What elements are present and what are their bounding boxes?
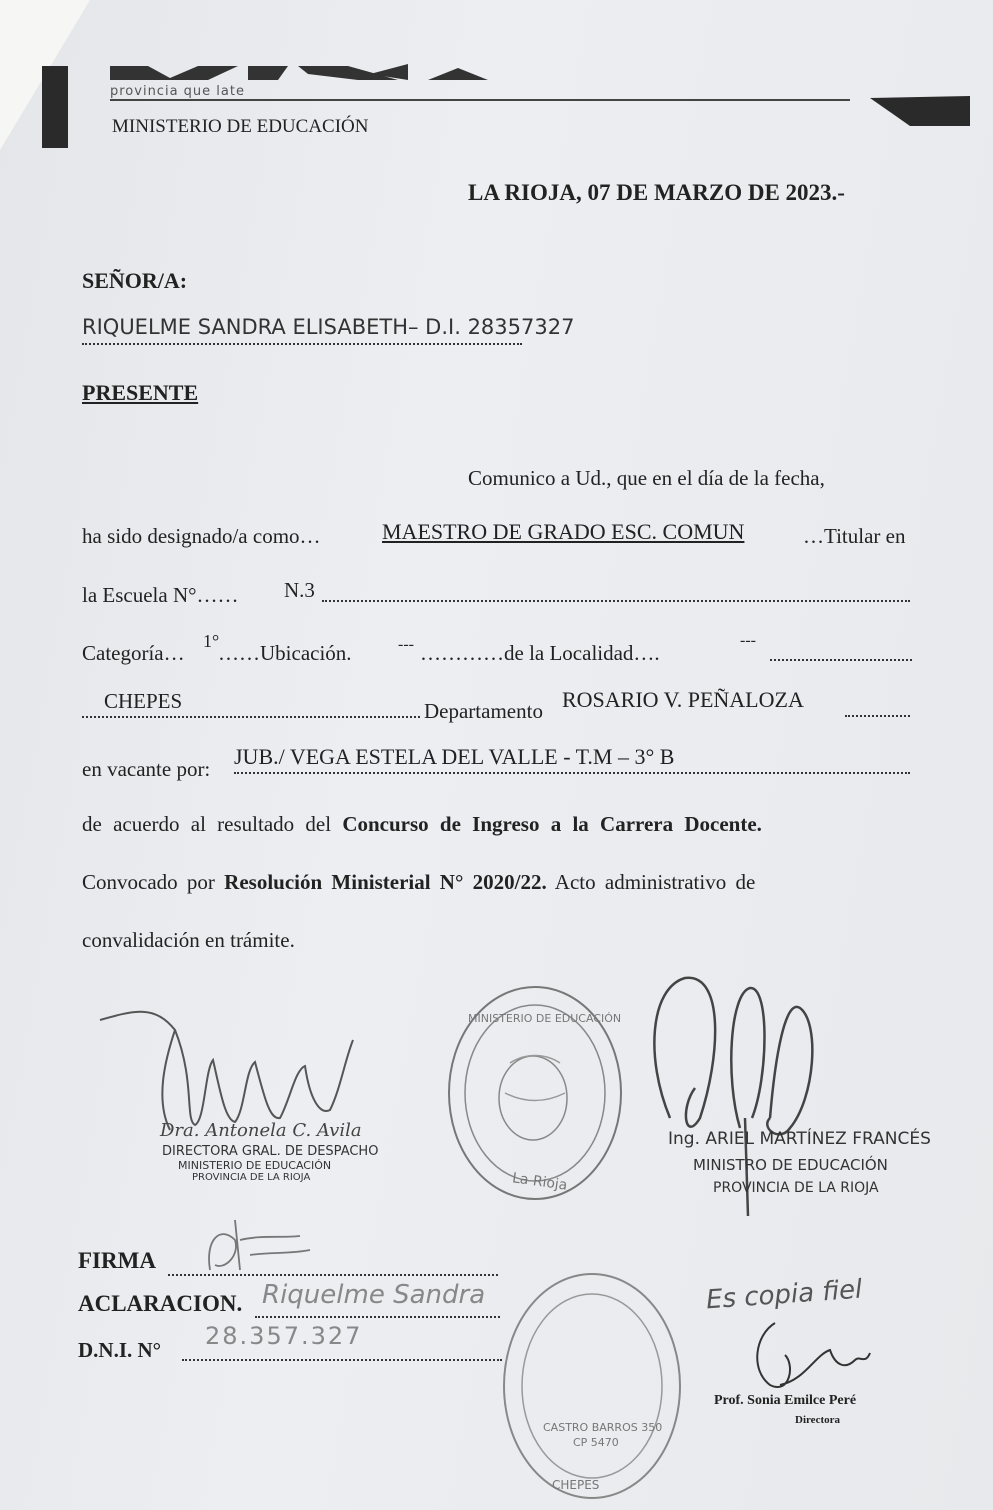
left-signer-line-1: DIRECTORA GRAL. DE DESPACHO xyxy=(162,1144,379,1159)
dni-dots xyxy=(182,1359,502,1361)
header-rule xyxy=(110,99,850,101)
localidad-label: …………de la Localidad…. xyxy=(420,641,660,665)
titular-label: …Titular en xyxy=(803,524,906,548)
paragraph-line-3: convalidación en trámite. xyxy=(82,928,295,952)
categoria-value: 1° xyxy=(203,631,220,651)
ubicacion-label: ……Ubicación. xyxy=(218,641,352,665)
director-name: Prof. Sonia Emilce Peré xyxy=(714,1393,857,1408)
escuela-value: N.3 xyxy=(284,578,315,602)
localidad-dots xyxy=(770,659,912,661)
dni-value: 28.357.327 xyxy=(205,1322,363,1350)
categoria-label: Categoría… xyxy=(82,641,185,665)
departamento-dots xyxy=(845,715,910,717)
school-stamp xyxy=(500,1268,690,1508)
paragraph-line-1 xyxy=(82,812,762,837)
p1-bold: Concurso de Ingreso a la Carrera Docente. xyxy=(342,812,762,836)
header-corner-mark xyxy=(870,94,970,128)
p2-normal-b: Acto administrativo de xyxy=(546,870,756,894)
aclaracion-dots xyxy=(255,1316,500,1318)
presente-heading: PRESENTE xyxy=(82,380,199,405)
left-signer-name: Dra. Antonela C. Avila xyxy=(160,1120,362,1141)
localidad-value: --- xyxy=(740,632,756,649)
vacante-label: en vacante por: xyxy=(82,757,211,781)
designado-value: MAESTRO DE GRADO ESC. COMUN xyxy=(382,519,745,544)
chepes-value: CHEPES xyxy=(104,689,183,713)
p1-normal: de acuerdo al resultado del xyxy=(82,812,343,836)
firma-signature xyxy=(180,1210,320,1280)
chepes-dots xyxy=(82,716,420,718)
left-signer-line-3: PROVINCIA DE LA RIOJA xyxy=(192,1172,311,1183)
paragraph-line-2 xyxy=(82,870,755,895)
right-signer-name: Ing. ARIEL MARTÍNEZ FRANCÉS xyxy=(668,1129,931,1149)
dni-label: D.N.I. N° xyxy=(78,1338,162,1362)
director-signature xyxy=(735,1315,885,1405)
seal-bottom-text: La Rioja xyxy=(511,1170,569,1194)
vacante-value: JUB./ VEGA ESTELA DEL VALLE - T.M – 3° B xyxy=(234,744,675,769)
p2-bold: Resolución Ministerial N° 2020/22. xyxy=(224,870,547,894)
escuela-label: la Escuela N°…… xyxy=(82,583,239,607)
director-title: Directora xyxy=(795,1414,840,1426)
date-line: LA RIOJA, 07 DE MARZO DE 2023.- xyxy=(468,180,845,205)
vacante-dots xyxy=(234,772,910,774)
copia-fiel-handwritten: Es copia fiel xyxy=(705,1274,864,1316)
logo-tagline: provincia que late xyxy=(110,84,245,99)
recipient-name: RIQUELME SANDRA ELISABETH– D.I. 28357327 xyxy=(82,315,575,339)
salutation: SEÑOR/A: xyxy=(82,268,188,293)
school-stamp-line-2: CP 5470 xyxy=(573,1436,619,1449)
school-stamp-line-1: CASTRO BARROS 350 xyxy=(543,1421,663,1434)
departamento-value: ROSARIO V. PEÑALOZA xyxy=(562,687,804,712)
departamento-label: Departamento xyxy=(424,699,543,723)
left-signer-line-2: MINISTERIO DE EDUCACIÓN xyxy=(178,1159,332,1172)
aclaracion-label: ACLARACION. xyxy=(78,1291,243,1316)
firma-label: FIRMA xyxy=(78,1248,156,1273)
right-signer-line-2: PROVINCIA DE LA RIOJA xyxy=(713,1180,879,1196)
seal-top-text: MINISTERIO DE EDUCACIÓN xyxy=(468,1012,622,1025)
designado-label: ha sido designado/a como… xyxy=(82,524,321,548)
right-signer-line-1: MINISTRO DE EDUCACIÓN xyxy=(693,1156,888,1174)
escuela-dots xyxy=(322,600,910,602)
left-margin-bar xyxy=(42,66,68,148)
aclaracion-value: Riquelme Sandra xyxy=(262,1280,486,1310)
ubicacion-value: --- xyxy=(398,636,414,653)
ministry-title: MINISTERIO DE EDUCACIÓN xyxy=(112,116,369,137)
school-stamp-bottom: CHEPES xyxy=(552,1478,600,1492)
intro-line: Comunico a Ud., que en el día de la fecha, xyxy=(468,466,825,490)
p2-normal-a: Convocado por xyxy=(82,870,225,894)
recipient-dots xyxy=(82,343,522,345)
